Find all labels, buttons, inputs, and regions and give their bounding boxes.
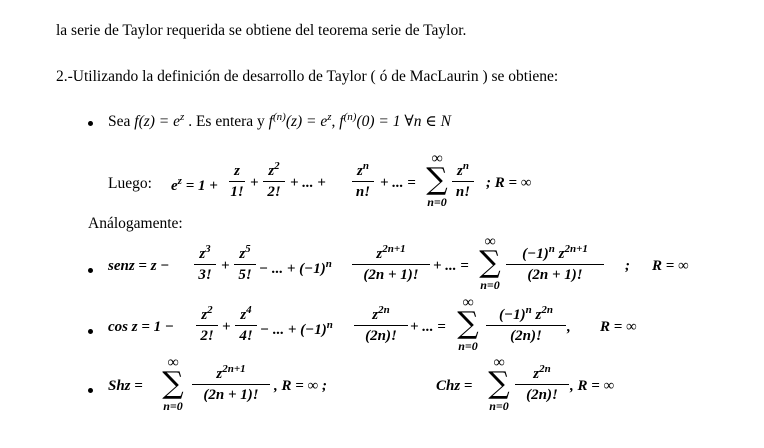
sen-frac-2: $z^5$ 5! <box>234 241 256 283</box>
sen-frac-n: $z^{2n+1}$ (2n + 1)! <box>352 241 430 283</box>
cos-radius: R = ∞ <box>600 319 637 335</box>
cos-plus: + <box>222 319 231 335</box>
sea-exp-z2: z <box>327 111 332 123</box>
ch-lhs: Chz = <box>436 378 473 394</box>
cos-mid: − ... + $(-1)^n$ <box>260 319 333 338</box>
luego-radius: ; R = ∞ <box>486 175 532 191</box>
luego-lhs: $e^z = 1$ + <box>171 175 218 194</box>
ch-radius: , R = ∞ <box>570 378 615 394</box>
sea-deriv: f <box>268 113 273 131</box>
sen-plus: + <box>221 258 230 274</box>
cos-frac-1: $z^2$ 2! <box>196 302 218 344</box>
cos-sum: ∞ ∑ n=0 <box>457 294 479 353</box>
luego-frac-2: $z^2$ 2! <box>263 158 285 200</box>
sen-sum: ∞ ∑ n=0 <box>479 233 501 292</box>
sen-mid: − ... + $(-1)^n$ <box>259 258 332 277</box>
sh-sum: ∞ ∑ n=0 <box>162 354 184 413</box>
luego-sum: ∞ ∑ n=0 <box>426 150 448 209</box>
luego-plus: + <box>250 175 259 191</box>
sh-sum-frac: $z^{2n+1}$ (2n + 1)! <box>192 361 270 403</box>
sea-statement <box>108 111 451 131</box>
cos-frac-n: $z^{2n}$ (2n)! <box>354 302 408 344</box>
analogamente-label: Análogamente: <box>88 215 183 232</box>
cos-frac-2: $z^4$ 4! <box>235 302 257 344</box>
luego-label: Luego: <box>108 175 152 192</box>
sen-sum-frac: $(-1)^n$ $z^{2n+1}$ (2n + 1)! <box>506 241 604 283</box>
sh-radius: , R = ∞ ; <box>274 378 327 394</box>
sea-deriv2: f <box>339 113 344 131</box>
sen-frac-1: $z^3$ 3! <box>194 241 216 283</box>
luego-sum-frac: $z^n$ n! <box>452 158 474 200</box>
sea-comma: , <box>331 113 336 131</box>
sea-deriv-rest: (z) = e <box>285 113 328 131</box>
sh-lhs: Shz = <box>108 378 143 394</box>
sea-deriv2-order: (n) <box>343 111 357 123</box>
luego-eq: + ... = <box>380 175 416 191</box>
bullet-1 <box>88 121 93 126</box>
sen-lhs: senz = z − <box>108 258 170 274</box>
ch-sum-frac: $z^{2n}$ (2n)! <box>515 361 569 403</box>
bullet-sen <box>88 268 93 273</box>
sen-radius: R = ∞ <box>652 258 689 274</box>
sen-semicolon: ; <box>625 258 630 274</box>
sea-prefix: Sea <box>108 113 131 131</box>
sen-eq: + ... = <box>433 258 469 274</box>
sea-exp-z: z <box>180 111 185 123</box>
luego-frac-1: z 1! <box>230 163 244 201</box>
bullet-sh <box>88 388 93 393</box>
luego-dots: + ... + <box>290 175 326 191</box>
cos-lhs: cos z = 1 − <box>108 319 174 335</box>
item-2-heading: 2.-Utilizando la definición de desarrollo de Taylor ( ó de MacLaurin ) se obtiene: <box>56 68 559 85</box>
sea-deriv0-rest: (0) = 1 ∀n ∈ N <box>356 113 452 131</box>
bullet-cos <box>88 329 93 334</box>
cos-eq: + ... = <box>410 319 446 335</box>
ch-sum: ∞ ∑ n=0 <box>488 354 510 413</box>
sea-entera: . Es entera y <box>188 113 265 131</box>
sea-fz: f(z) = e <box>134 113 181 131</box>
intro-line: la serie de Taylor requerida se obtiene del teorema serie de Taylor. <box>56 22 467 39</box>
sea-deriv-order: (n) <box>272 111 286 123</box>
cos-comma: , <box>567 319 571 335</box>
cos-sum-frac: $(-1)^n$ $z^{2n}$ (2n)! <box>486 302 566 344</box>
luego-frac-n: $z^n$ n! <box>352 158 374 200</box>
